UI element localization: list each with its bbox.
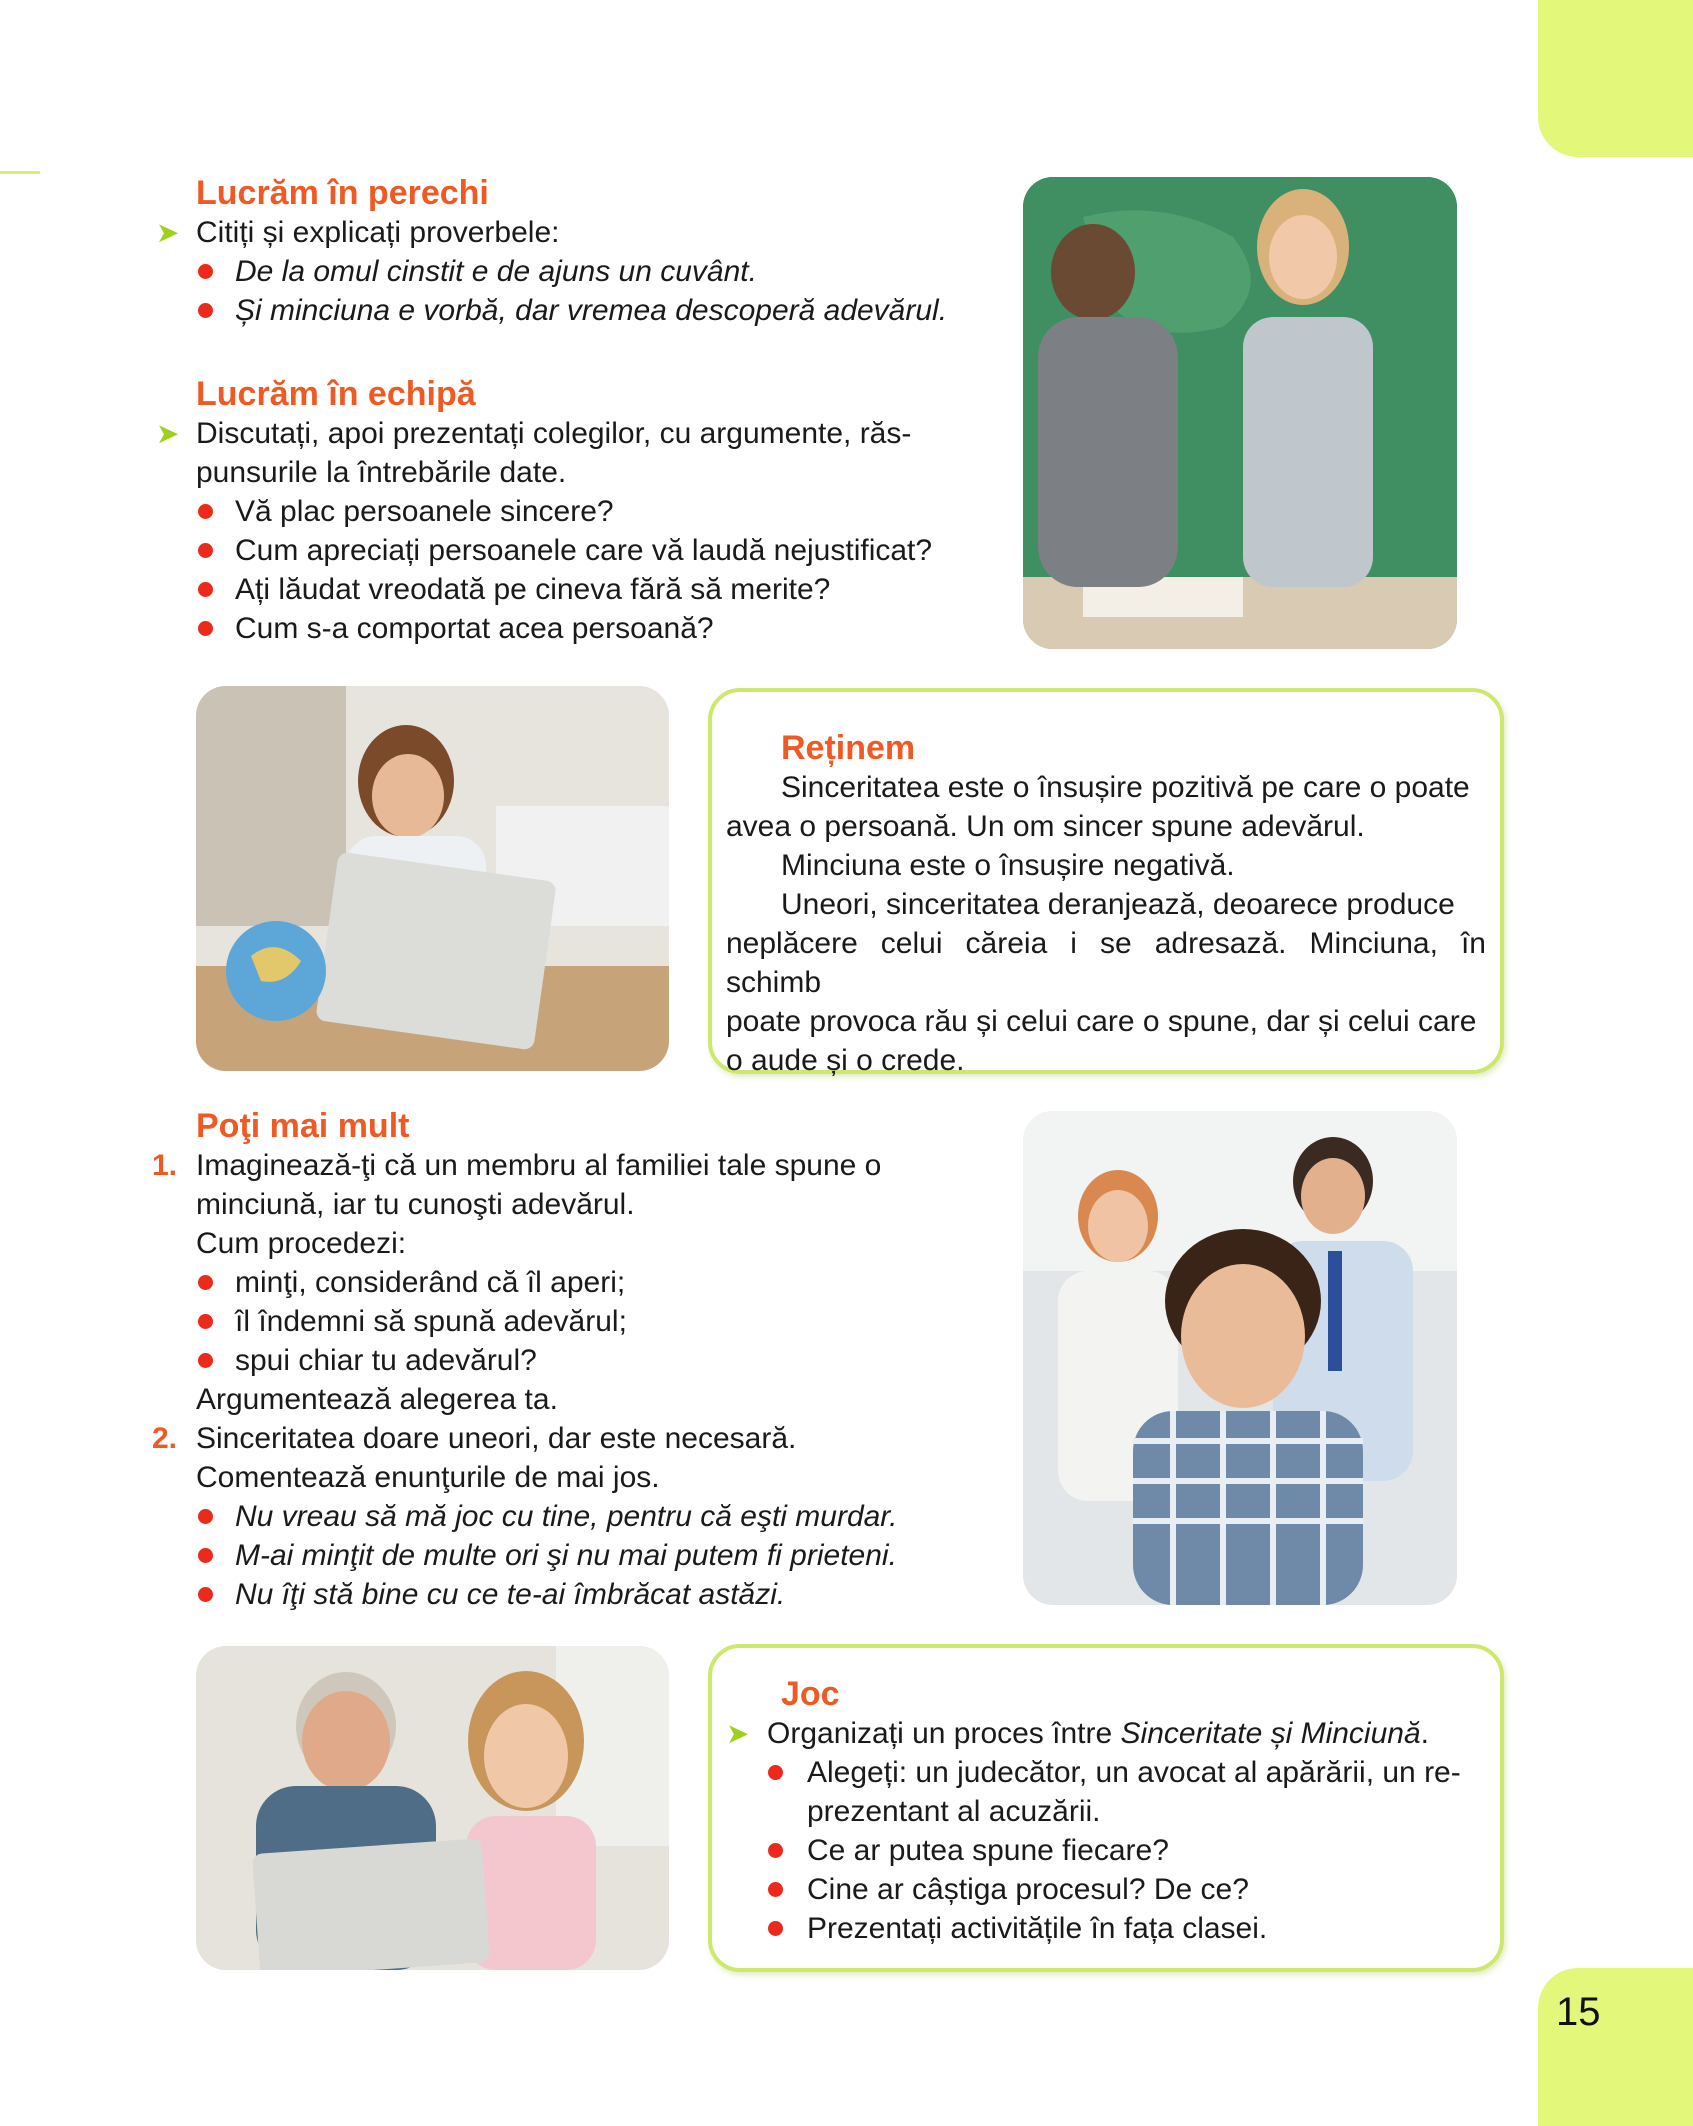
bullet-icon: [198, 1353, 213, 1368]
section-pair-work: [156, 173, 976, 330]
bullet-icon: [198, 543, 213, 558]
father-daughter-photo: [196, 1646, 669, 1970]
list-item: De la omul cinstit e de ajuns un cuvânt.: [156, 252, 976, 291]
list-item: M-ai minţit de multe ori şi nu mai putem fi prieteni.: [156, 1536, 976, 1575]
list-item: Ce ar putea spune fiecare?: [726, 1831, 1486, 1870]
arrow-icon: ➤: [726, 1718, 750, 1749]
bullet-icon: [198, 1548, 213, 1563]
list-item: Ați lăudat vreodată pe cineva fără să merite?: [156, 570, 976, 609]
section-team-work: [156, 374, 976, 648]
question-text: Argumentează alegerea ta.: [196, 1383, 558, 1416]
paragraph: Sinceritatea este o însușire pozitivă pe care o poate avea o persoană. Un om sincer spune adevărul. Minciuna este o însușire negativă. Uneori, sinceritatea deranjează, deoarece produce neplăcere celui căreia i se adresază. Minciuna, în schimb poate provoca rău și celui care o spune, dar și celui care o aude și o crede.: [726, 771, 1486, 1077]
list-item: Vă plac persoanele sincere?: [156, 492, 976, 531]
bullet-icon: [768, 1882, 783, 1897]
question-2: 2. Sinceritatea doare uneori, dar este necesară.: [156, 1419, 976, 1458]
list-item-continued: prezentant al acuzării.: [807, 1795, 1101, 1828]
bullet-icon: [198, 1314, 213, 1329]
arrow-icon: ➤: [156, 418, 180, 449]
bullet-icon: [768, 1921, 783, 1936]
corner-tab-top: [1538, 0, 1693, 157]
box-title: Joc: [781, 1675, 840, 1713]
retinem-box: [708, 688, 1504, 1077]
question-text: Cum procedezi:: [196, 1227, 407, 1260]
instruction: ➤ Discutați, apoi prezentați colegilor, cu argumente, răs-: [156, 414, 976, 453]
bullet-icon: [198, 621, 213, 636]
page-number: 15: [1556, 1990, 1601, 2034]
section-title: Lucrăm în echipă: [196, 375, 476, 413]
list-item: Cine ar câștiga procesul? De ce?: [726, 1870, 1486, 1909]
bullet-icon: [198, 264, 213, 279]
section-can-do-more: [152, 1106, 976, 1614]
bullet-icon: [198, 303, 213, 318]
question-text: Comentează enunţurile de mai jos.: [196, 1461, 660, 1494]
section-title: Poţi mai mult: [196, 1107, 410, 1145]
bullet-icon: [768, 1765, 783, 1780]
list-item: Prezentați activitățile în fața clasei.: [726, 1909, 1486, 1948]
classroom-photo: [1023, 177, 1457, 649]
list-item: Cum s-a comportat acea persoană?: [156, 609, 976, 648]
instruction: ➤ Citiți și explicați proverbele:: [156, 213, 976, 252]
list-item: spui chiar tu adevărul?: [156, 1341, 976, 1380]
question-1: 1. Imaginează-ţi că un membru al familiei tale spune o: [156, 1146, 976, 1185]
list-item: Și minciuna e vorbă, dar vremea descoperă adevărul.: [156, 291, 976, 330]
question-text: minciună, iar tu cunoşti adevărul.: [196, 1188, 635, 1221]
boy-laptop-photo: [196, 686, 669, 1071]
bullet-icon: [768, 1843, 783, 1858]
question-number: 2.: [152, 1422, 178, 1455]
bullet-icon: [198, 1587, 213, 1602]
arrow-icon: ➤: [156, 217, 180, 248]
section-title: Lucrăm în perechi: [196, 174, 489, 212]
box-title: Reținem: [781, 729, 916, 767]
bullet-icon: [198, 582, 213, 597]
bullet-icon: [198, 504, 213, 519]
bullet-icon: [198, 1275, 213, 1290]
list-item: Cum apreciați persoanele care vă laudă nejustificat?: [156, 531, 976, 570]
list-item: Nu îţi stă bine cu ce te-ai îmbrăcat astăzi.: [156, 1575, 976, 1614]
list-item: minţi, considerând că îl aperi;: [156, 1263, 976, 1302]
joc-box: [708, 1644, 1504, 1972]
list-item: îl îndemni să spună adevărul;: [156, 1302, 976, 1341]
bullet-icon: [198, 1509, 213, 1524]
family-argument-photo: [1023, 1111, 1457, 1605]
list-item: Nu vreau să mă joc cu tine, pentru că eşti murdar.: [156, 1497, 976, 1536]
margin-accent-line: [0, 171, 40, 174]
list-item: Alegeți: un judecător, un avocat al apărării, un re-: [726, 1753, 1486, 1792]
instruction: ➤ Organizați un proces între Sinceritate și Minciună.: [726, 1714, 1486, 1753]
instruction-continued: punsurile la întrebările date.: [196, 456, 567, 489]
question-number: 1.: [152, 1149, 178, 1182]
